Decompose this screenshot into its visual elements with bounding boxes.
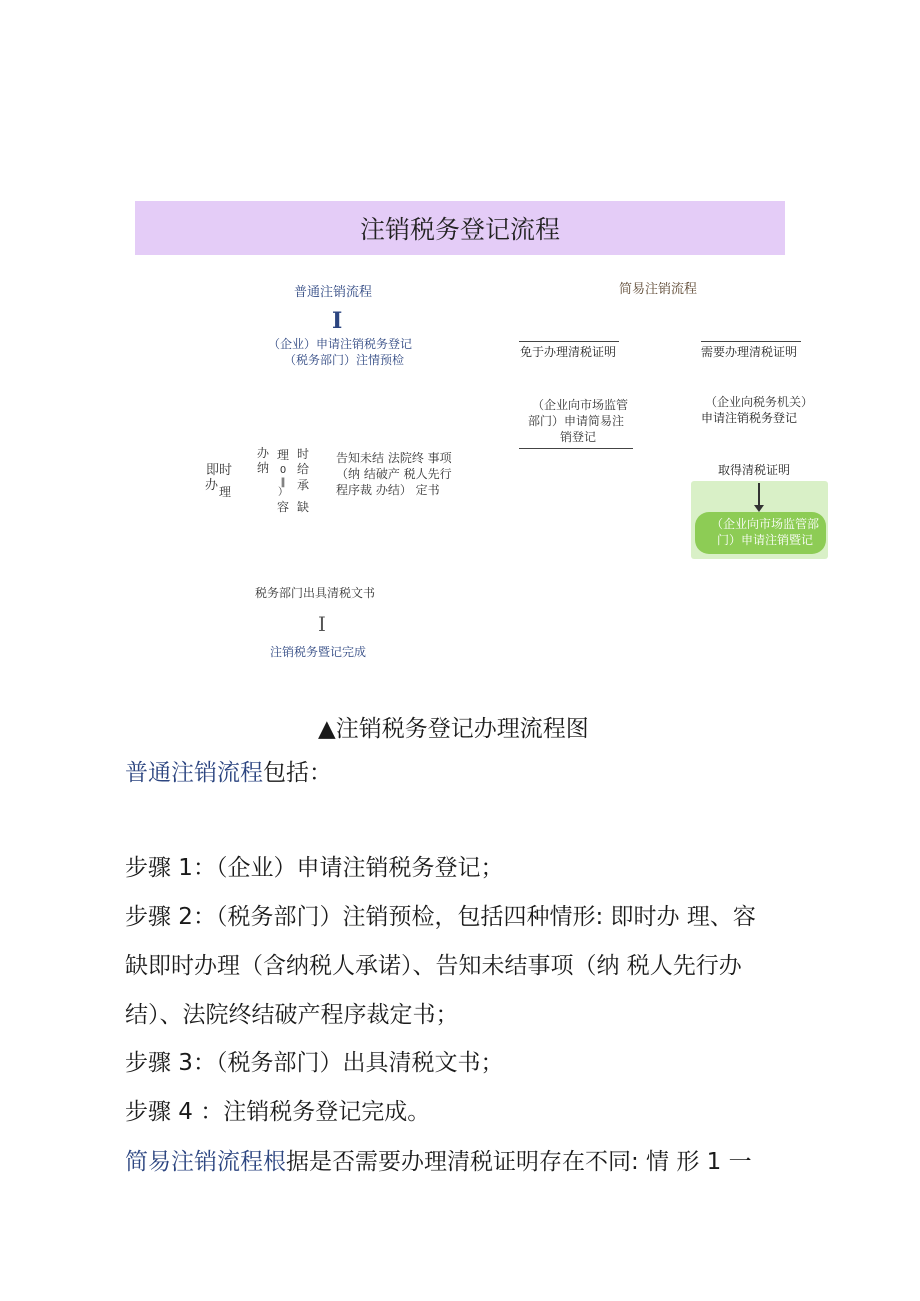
immediate-label-b: 办 bbox=[205, 478, 219, 493]
exempt-box-line2: 部门）申请简易注 bbox=[528, 414, 625, 428]
col1-bottom: 纳 bbox=[256, 461, 269, 475]
flowchart-title-bar bbox=[135, 201, 785, 255]
intro-rest: 包括： bbox=[263, 760, 332, 786]
step1-text: 步骤 1：（企业）申请注销税务登记； bbox=[125, 855, 504, 881]
connector-top: I bbox=[332, 308, 343, 334]
figure-caption: ▲注销税务登记办理流程图 bbox=[318, 716, 589, 742]
normal-step1-line2: （税务部门）注情预检 bbox=[284, 353, 405, 367]
branch-need: 需要办理清税证明 bbox=[701, 345, 798, 359]
simple-process-heading: 简易注销流程 bbox=[619, 282, 698, 297]
col3-char-3: 承 bbox=[296, 478, 309, 492]
connector-bottom: I bbox=[318, 612, 326, 636]
immediate-label-c: 理 bbox=[219, 485, 232, 499]
final-step-line2: 门）申请注销暨记 bbox=[716, 533, 813, 547]
simple-paragraph bbox=[125, 1147, 752, 1177]
col2-char-2: 0 bbox=[279, 465, 287, 476]
branch-exempt: 免于办理清税证明 bbox=[520, 345, 617, 359]
step2-line2: 缺即时办理（含纳税人承诺）、告知未结事项（纳 税人先行办 bbox=[125, 953, 742, 979]
simple-highlight: 简易注销流程根 bbox=[125, 1149, 286, 1175]
final-step-box bbox=[691, 481, 828, 559]
notice-line1: 告知未结 法院终 事项 bbox=[336, 451, 452, 465]
normal-step3: 税务部门出具清税文书 bbox=[255, 586, 376, 600]
final-step-line1: （企业向市场监管部 bbox=[710, 517, 819, 531]
need-box-line2: 申请注销税务登记 bbox=[701, 411, 798, 425]
normal-step1-line1: （企业）申请注销税务登记 bbox=[268, 337, 413, 351]
exempt-box-line1: （企业向市场监管 bbox=[532, 398, 629, 412]
col2-char-5: 容 bbox=[276, 500, 289, 514]
col2-char-3: ‖ bbox=[280, 477, 286, 488]
obtain-certificate: 取得清税证明 bbox=[718, 463, 791, 477]
step2-line1: 步骤 2：（税务部门）注销预检，包括四种情形: 即时办 理、容 bbox=[125, 904, 756, 930]
step2-line3: 结）、法院终结破产程序裁定书； bbox=[125, 1002, 459, 1028]
col1-top: 办 bbox=[256, 446, 269, 460]
need-box-line1: （企业向税务机关） bbox=[705, 395, 814, 409]
flowchart-title: 注销税务登记流程 bbox=[359, 215, 560, 244]
step3-text: 步骤 3：（税务部门）出具清税文书； bbox=[125, 1050, 504, 1076]
step4-text: 步骤 4 ：注销税务登记完成。 bbox=[125, 1099, 431, 1125]
col3-char-2: 给 bbox=[296, 462, 309, 476]
intro-highlight: 普通注销流程 bbox=[125, 760, 263, 786]
branch-need-line bbox=[701, 341, 801, 342]
arrow-down-icon bbox=[754, 505, 764, 512]
notice-line3: 程序裁 办结） 定书 bbox=[336, 483, 440, 497]
notice-line2: （纳 结破产 税人先行 bbox=[336, 467, 452, 481]
exempt-box-line3: 销登记 bbox=[560, 430, 597, 444]
col3-char-5: 缺 bbox=[296, 500, 309, 514]
final-step-pill bbox=[695, 512, 826, 554]
intro-paragraph bbox=[125, 758, 332, 788]
col2-char-4: ） bbox=[278, 487, 288, 498]
normal-process-heading: 普通注销流程 bbox=[294, 285, 373, 300]
exempt-box-underline bbox=[519, 448, 633, 449]
simple-rest: 据是否需要办理清税证明存在不同: 情 形 1 一 bbox=[286, 1149, 752, 1175]
normal-step4: 注销税务暨记完成 bbox=[270, 645, 367, 659]
immediate-label-a: 即时 bbox=[206, 463, 233, 478]
col3-char-1: 时 bbox=[296, 447, 309, 461]
branch-exempt-line bbox=[519, 341, 619, 342]
col2-char-1: 理 bbox=[276, 448, 289, 462]
